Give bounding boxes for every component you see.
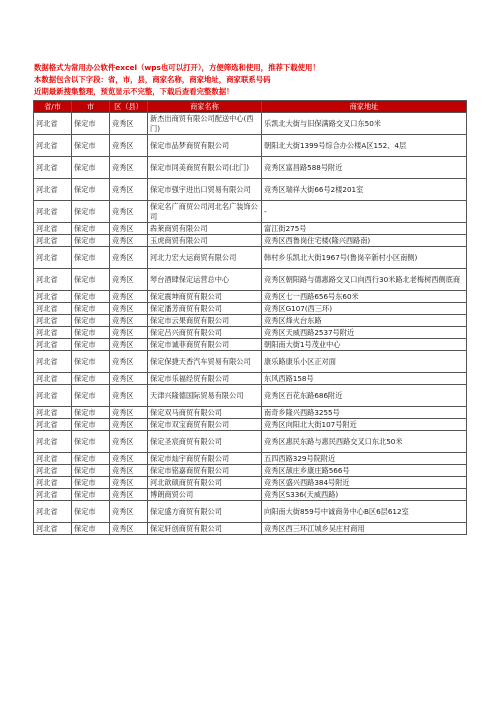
table-row [34,419,467,431]
cell-province: 河北省 [34,501,72,523]
cell-merchant-address: 乐凯北大街与旧保满路交叉口东50米 [262,113,467,135]
cell-city: 保定市 [72,315,110,327]
cell-merchant-name: 保定保捷天香汽车贸易有限公司 [148,351,262,373]
cell-district: 竞秀区 [110,179,148,201]
cell-merchant-name: 保定圣宸商贸有限公司 [148,431,262,453]
cell-district: 竞秀区 [110,385,148,407]
cell-city: 保定市 [72,201,110,223]
cell-district: 竞秀区 [110,201,148,223]
cell-district: 竞秀区 [110,373,148,385]
cell-city: 保定市 [72,453,110,465]
cell-city: 保定市 [72,373,110,385]
table-row [34,235,467,247]
table-row [34,113,467,135]
table-row [34,303,467,315]
cell-district: 竞秀区 [110,465,148,477]
cell-province: 河北省 [34,477,72,489]
cell-city: 保定市 [72,351,110,373]
header-merchant-address: 商家地址 [262,101,467,113]
table-row [34,385,467,407]
table-row [34,431,467,453]
table-row [34,351,467,373]
cell-province: 河北省 [34,291,72,303]
cell-merchant-name: 天津兴隆德国际贸易有限公司 [148,385,262,407]
cell-merchant-name: 保定市诚菲商贸有限公司 [148,339,262,351]
table-body [34,113,467,535]
table-row [34,465,467,477]
cell-city: 保定市 [72,223,110,235]
cell-city: 保定市 [72,477,110,489]
cell-province: 河北省 [34,315,72,327]
cell-merchant-name: 保定轩创商贸有限公司 [148,523,262,535]
cell-merchant-address: 竞秀区富昌路588号附近 [262,157,467,179]
cell-province: 河北省 [34,135,72,157]
cell-district: 竞秀区 [110,477,148,489]
cell-merchant-name: 保定吕兴商贸有限公司 [148,327,262,339]
cell-province: 河北省 [34,235,72,247]
cell-merchant-name: 琴台酒肆保定运营总中心 [148,269,262,291]
header-merchant-name: 商家名称 [148,101,262,113]
cell-merchant-name: 河北歆硕商贸有限公司 [148,477,262,489]
table-row [34,179,467,201]
table-row [34,489,467,501]
table-row [34,315,467,327]
notice-line-3: 近期最新搜集整理，预览显示不完整，下载后查看完整数据！ [34,87,234,97]
header-province: 省/市 [34,101,72,113]
cell-district: 竞秀区 [110,291,148,303]
cell-city: 保定市 [72,501,110,523]
cell-merchant-name: 保定市双宝商贸有限公司 [148,419,262,431]
cell-merchant-name: 博朗商贸公司 [148,489,262,501]
cell-city: 保定市 [72,523,110,535]
cell-province: 河北省 [34,489,72,501]
table-row [34,407,467,419]
cell-district: 竞秀区 [110,223,148,235]
cell-merchant-address: 富江街275号 [262,223,467,235]
cell-district: 竞秀区 [110,407,148,419]
table-row [34,157,467,179]
cell-city: 保定市 [72,419,110,431]
cell-merchant-address: 五四西路329号院附近 [262,453,467,465]
cell-district: 竞秀区 [110,351,148,373]
cell-district: 竞秀区 [110,235,148,247]
cell-district: 竞秀区 [110,247,148,269]
merchant-table [33,100,467,535]
cell-province: 河北省 [34,351,72,373]
cell-city: 保定市 [72,135,110,157]
cell-merchant-address: 东风西路158号 [262,373,467,385]
cell-city: 保定市 [72,247,110,269]
cell-district: 竞秀区 [110,501,148,523]
cell-province: 河北省 [34,179,72,201]
cell-province: 河北省 [34,113,72,135]
table-row [34,453,467,465]
cell-merchant-name: 保定双马商贸有限公司 [148,407,262,419]
table-row [34,247,467,269]
cell-merchant-name: 保定名广商贸公司河北名广装饰公司 [148,201,262,223]
cell-province: 河北省 [34,419,72,431]
cell-district: 竞秀区 [110,269,148,291]
cell-merchant-address: 竞秀区S336(天威西路) [262,489,467,501]
cell-merchant-address: 竞秀区西三环江城乡吴庄村商用 [262,523,467,535]
cell-merchant-address: 竞秀区百花东路686附近 [262,385,467,407]
cell-merchant-name: 保定盛方商贸有限公司 [148,501,262,523]
cell-merchant-address: 竞秀区天威西路2537号附近 [262,327,467,339]
cell-merchant-name: 保定市云果商贸有限公司 [148,315,262,327]
cell-district: 竞秀区 [110,431,148,453]
cell-district: 竞秀区 [110,327,148,339]
cell-merchant-address: 韩村乡乐凯北大街1967号(鲁岗辛新村小区南侧) [262,247,467,269]
cell-merchant-address: 竞秀区朝阳路与德惠路交叉口向西行30米路北老梅树西侧底商 [262,269,467,291]
cell-merchant-name: 犇莱商贸有限公司 [148,223,262,235]
cell-merchant-name: 保定市铭嘉商贸有限公司 [148,465,262,477]
cell-district: 竞秀区 [110,315,148,327]
cell-city: 保定市 [72,489,110,501]
cell-merchant-address: 朝阳北大街1399号综合办公楼A区152、4层 [262,135,467,157]
cell-province: 河北省 [34,465,72,477]
cell-district: 竞秀区 [110,157,148,179]
cell-city: 保定市 [72,291,110,303]
cell-merchant-address: 竞秀区G107(西三环) [262,303,467,315]
cell-merchant-address: 向阳南大街859号中诚商务中心B区6层612室 [262,501,467,523]
cell-merchant-name: 保定市同美商贸有限公司(北门) [148,157,262,179]
table-row [34,501,467,523]
header-city: 市 [72,101,110,113]
cell-city: 保定市 [72,407,110,419]
cell-merchant-address: 康乐路康乐小区正对面 [262,351,467,373]
cell-district: 竞秀区 [110,113,148,135]
cell-district: 竞秀区 [110,419,148,431]
table-row [34,477,467,489]
table-row [34,135,467,157]
cell-merchant-address: 竞秀区七一西路656号东60米 [262,291,467,303]
cell-province: 河北省 [34,157,72,179]
cell-merchant-name: 河北力宏大运商贸有限公司 [148,247,262,269]
cell-province: 河北省 [34,201,72,223]
cell-merchant-address: - [262,201,467,223]
table-row [34,201,467,223]
cell-merchant-name: 保定市灿宇商贸有限公司 [148,453,262,465]
cell-merchant-name: 保定市品梦商贸有限公司 [148,135,262,157]
table-header-row [34,101,467,113]
cell-merchant-name: 保定潘芳商贸有限公司 [148,303,262,315]
table-row [34,291,467,303]
cell-province: 河北省 [34,269,72,291]
cell-district: 竞秀区 [110,453,148,465]
cell-merchant-address: 竞秀区惠民东路与惠民西路交叉口东北50米 [262,431,467,453]
cell-district: 竞秀区 [110,135,148,157]
cell-province: 河北省 [34,373,72,385]
cell-merchant-name: 玉虎商贸有限公司 [148,235,262,247]
cell-city: 保定市 [72,235,110,247]
table-row [34,523,467,535]
cell-merchant-address: 南奇乡隆兴西路3255号 [262,407,467,419]
cell-city: 保定市 [72,179,110,201]
cell-district: 竞秀区 [110,303,148,315]
cell-merchant-address: 竞秀区瑞祥大街66号2楼201室 [262,179,467,201]
cell-merchant-address: 竞秀区盛兴西路384号附近 [262,477,467,489]
table-row [34,327,467,339]
cell-province: 河北省 [34,303,72,315]
cell-merchant-name: 保定市乐福经贸有限公司 [148,373,262,385]
cell-district: 竞秀区 [110,489,148,501]
cell-province: 河北省 [34,223,72,235]
cell-city: 保定市 [72,385,110,407]
cell-city: 保定市 [72,303,110,315]
cell-city: 保定市 [72,269,110,291]
cell-province: 河北省 [34,247,72,269]
header-district: 区（县） [110,101,148,113]
cell-city: 保定市 [72,157,110,179]
table-row [34,269,467,291]
notice-block [34,62,464,99]
cell-province: 河北省 [34,385,72,407]
cell-merchant-address: 朝阳南大街1号茂业中心 [262,339,467,351]
cell-merchant-address: 竞秀区烽火台东路 [262,315,467,327]
table-row [34,373,467,385]
notice-line-1: 数据格式为常用办公软件excel（wps也可以打开），方便筛选和使用，推荐下载使用！ [34,63,320,72]
cell-merchant-name: 保定市强宇进出口贸易有限公司 [148,179,262,201]
cell-province: 河北省 [34,327,72,339]
cell-province: 河北省 [34,523,72,535]
cell-merchant-name: 保定震坤商贸有限公司 [148,291,262,303]
cell-merchant-address: 竞秀区颉庄乡康庄路566号 [262,465,467,477]
cell-city: 保定市 [72,431,110,453]
cell-merchant-name: 新杰出商贸有限公司配送中心(西门) [148,113,262,135]
cell-city: 保定市 [72,113,110,135]
table-row [34,223,467,235]
cell-province: 河北省 [34,453,72,465]
cell-province: 河北省 [34,431,72,453]
cell-province: 河北省 [34,407,72,419]
table-row [34,339,467,351]
cell-merchant-address: 竞秀区向阳北大街107号附近 [262,419,467,431]
cell-city: 保定市 [72,465,110,477]
cell-province: 河北省 [34,339,72,351]
cell-district: 竞秀区 [110,523,148,535]
cell-city: 保定市 [72,339,110,351]
cell-merchant-address: 竞秀区西鲁岗住宅楼(隆兴西路南) [262,235,467,247]
notice-line-2: 本数据包含以下字段：省，市，县，商家名称，商家地址，商家联系号码 [34,75,271,85]
cell-district: 竞秀区 [110,339,148,351]
cell-city: 保定市 [72,327,110,339]
